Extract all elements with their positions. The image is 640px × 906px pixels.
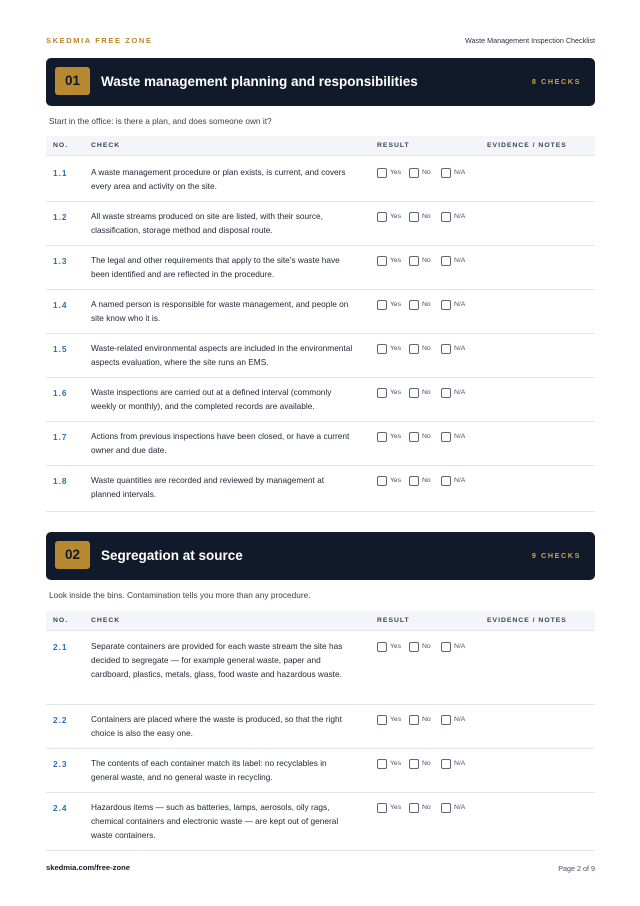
result-no-label: No [422, 301, 431, 308]
result-yes-label: Yes [390, 389, 402, 396]
check-number: 2.1 [53, 642, 68, 652]
check-number: 1.2 [53, 212, 68, 222]
result-yes-checkbox[interactable] [377, 642, 387, 652]
result-no-checkbox[interactable] [409, 300, 419, 310]
result-no-label: No [422, 213, 431, 220]
result-yes-checkbox[interactable] [377, 300, 387, 310]
column-header-evidence: EVIDENCE / NOTES [487, 617, 567, 624]
page-number: Page 2 of 9 [558, 864, 595, 873]
result-na-label: N/A [454, 213, 466, 220]
result-no-label: No [422, 433, 431, 440]
result-no-checkbox[interactable] [409, 344, 419, 354]
checklist-row [46, 749, 595, 793]
column-header-check: CHECK [91, 142, 121, 149]
result-yes-label: Yes [390, 433, 402, 440]
result-yes-checkbox[interactable] [377, 476, 387, 486]
check-number: 2.2 [53, 715, 68, 725]
result-na-checkbox[interactable] [441, 388, 451, 398]
result-no-label: No [422, 345, 431, 352]
result-no-label: No [422, 643, 431, 650]
section-title: Segregation at source [101, 548, 243, 563]
result-yes-label: Yes [390, 301, 402, 308]
result-no-label: No [422, 389, 431, 396]
result-na-label: N/A [454, 433, 466, 440]
result-no-checkbox[interactable] [409, 256, 419, 266]
check-text: Actions from previous inspections have been closed, or have a current owner and due date. [91, 431, 350, 455]
result-na-checkbox[interactable] [441, 168, 451, 178]
result-no-checkbox[interactable] [409, 642, 419, 652]
result-na-label: N/A [454, 169, 466, 176]
check-number: 1.3 [53, 256, 68, 266]
checklist-row [46, 632, 595, 705]
result-yes-checkbox[interactable] [377, 715, 387, 725]
column-header-evidence: EVIDENCE / NOTES [487, 142, 567, 149]
result-no-checkbox[interactable] [409, 432, 419, 442]
column-header-result: RESULT [377, 617, 410, 624]
checklist-row [46, 793, 595, 851]
result-yes-checkbox[interactable] [377, 168, 387, 178]
checklist-row [46, 705, 595, 749]
result-no-label: No [422, 716, 431, 723]
result-yes-checkbox[interactable] [377, 256, 387, 266]
result-yes-label: Yes [390, 345, 402, 352]
result-yes-checkbox[interactable] [377, 344, 387, 354]
result-na-checkbox[interactable] [441, 715, 451, 725]
checklist-row [46, 158, 595, 202]
result-no-checkbox[interactable] [409, 803, 419, 813]
evidence-notes-field[interactable] [487, 466, 595, 511]
result-yes-label: Yes [390, 257, 402, 264]
check-text: A waste management procedure or plan exists, is current, and covers every area and activity on the site. [91, 167, 346, 191]
result-no-checkbox[interactable] [409, 212, 419, 222]
evidence-notes-field[interactable] [487, 202, 595, 245]
check-text: The legal and other requirements that apply to the site's waste have been identified and are reflected in the procedure. [91, 255, 340, 279]
evidence-notes-field[interactable] [487, 290, 595, 333]
result-na-checkbox[interactable] [441, 256, 451, 266]
checklist-row [46, 422, 595, 466]
result-no-label: No [422, 257, 431, 264]
evidence-notes-field[interactable] [487, 632, 595, 704]
evidence-notes-field[interactable] [487, 158, 595, 201]
checklist-row [46, 466, 595, 512]
evidence-notes-field[interactable] [487, 246, 595, 289]
checklist-row [46, 378, 595, 422]
check-text: Containers are placed where the waste is produced, so that the right choice is also the easy one. [91, 714, 342, 738]
evidence-notes-field[interactable] [487, 378, 595, 421]
result-yes-label: Yes [390, 169, 402, 176]
result-na-label: N/A [454, 477, 466, 484]
result-na-label: N/A [454, 257, 466, 264]
result-yes-checkbox[interactable] [377, 803, 387, 813]
evidence-notes-field[interactable] [487, 749, 595, 792]
result-yes-checkbox[interactable] [377, 388, 387, 398]
brand-name: SKEDMIA FREE ZONE [46, 36, 153, 45]
result-yes-checkbox[interactable] [377, 432, 387, 442]
section-title: Waste management planning and responsibilities [101, 74, 418, 89]
result-no-label: No [422, 169, 431, 176]
check-text: Waste quantities are recorded and reviewed by management at planned intervals. [91, 475, 325, 499]
check-text: A named person is responsible for waste management, and people on site know who it is. [91, 299, 349, 323]
checklist-row [46, 334, 595, 378]
result-yes-label: Yes [390, 643, 402, 650]
column-header-no: NO. [53, 617, 69, 624]
page-header [46, 36, 595, 48]
result-na-label: N/A [454, 804, 466, 811]
table-header [46, 136, 595, 156]
check-text: All waste streams produced on site are listed, with their source, classification, storage method and disposal route. [91, 211, 323, 235]
evidence-notes-field[interactable] [487, 422, 595, 465]
checklist-row [46, 246, 595, 290]
result-yes-label: Yes [390, 804, 402, 811]
column-header-result: RESULT [377, 142, 410, 149]
result-yes-checkbox[interactable] [377, 759, 387, 769]
check-text: The contents of each container match its label: no recyclables in general waste, and no general waste in recycling. [91, 758, 327, 782]
result-na-label: N/A [454, 301, 466, 308]
table-header [46, 611, 595, 631]
check-number: 2.4 [53, 803, 68, 813]
result-na-checkbox[interactable] [441, 476, 451, 486]
result-na-checkbox[interactable] [441, 344, 451, 354]
evidence-notes-field[interactable] [487, 705, 595, 748]
result-na-checkbox[interactable] [441, 432, 451, 442]
evidence-notes-field[interactable] [487, 334, 595, 377]
result-no-checkbox[interactable] [409, 476, 419, 486]
result-na-checkbox[interactable] [441, 803, 451, 813]
result-na-checkbox[interactable] [441, 212, 451, 222]
check-number: 1.7 [53, 432, 68, 442]
check-number: 1.8 [53, 476, 68, 486]
result-na-checkbox[interactable] [441, 642, 451, 652]
result-na-label: N/A [454, 760, 466, 767]
result-yes-label: Yes [390, 477, 402, 484]
section-check-count: 8 CHECKS [531, 77, 581, 86]
section-check-count: 9 CHECKS [531, 551, 581, 560]
section-intro: Look inside the bins. Contamination tells you more than any procedure. [49, 590, 311, 600]
footer-link[interactable]: skedmia.com/free-zone [46, 863, 130, 872]
check-number: 2.3 [53, 759, 68, 769]
check-number: 1.6 [53, 388, 68, 398]
result-no-label: No [422, 477, 431, 484]
section-number-badge: 01 [55, 67, 90, 95]
result-yes-label: Yes [390, 716, 402, 723]
result-na-label: N/A [454, 716, 466, 723]
result-na-checkbox[interactable] [441, 300, 451, 310]
section-header [46, 58, 595, 106]
checklist-row [46, 290, 595, 334]
result-na-checkbox[interactable] [441, 759, 451, 769]
result-no-checkbox[interactable] [409, 388, 419, 398]
result-no-label: No [422, 760, 431, 767]
result-no-label: No [422, 804, 431, 811]
checklist-row [46, 202, 595, 246]
check-text: Separate containers are provided for each waste stream the site has decided to segregate — for example general waste, paper and cardboard, plastics, metals, glass, food waste and hazardous waste. [91, 641, 343, 679]
check-text: Hazardous items — such as batteries, lamps, aerosols, oily rags, chemical containers and electronic waste — are kept out of general waste containers. [91, 802, 339, 840]
section-header [46, 532, 595, 580]
check-number: 1.4 [53, 300, 68, 310]
result-no-checkbox[interactable] [409, 759, 419, 769]
check-text: Waste-related environmental aspects are included in the environmental aspects evaluation, where the site runs an EMS. [91, 343, 353, 367]
result-na-label: N/A [454, 345, 466, 352]
section-intro: Start in the office: is there a plan, and does someone own it? [49, 116, 272, 126]
result-na-label: N/A [454, 389, 466, 396]
column-header-no: NO. [53, 142, 69, 149]
check-number: 1.1 [53, 168, 68, 178]
result-na-label: N/A [454, 643, 466, 650]
result-yes-label: Yes [390, 760, 402, 767]
section-number-badge: 02 [55, 541, 90, 569]
check-text: Waste inspections are carried out at a defined interval (commonly weekly or monthly), and the completed records are available. [91, 387, 332, 411]
result-no-checkbox[interactable] [409, 168, 419, 178]
column-header-check: CHECK [91, 617, 121, 624]
result-yes-checkbox[interactable] [377, 212, 387, 222]
check-number: 1.5 [53, 344, 68, 354]
result-no-checkbox[interactable] [409, 715, 419, 725]
result-yes-label: Yes [390, 213, 402, 220]
evidence-notes-field[interactable] [487, 793, 595, 850]
document-title: Waste Management Inspection Checklist [465, 36, 595, 45]
